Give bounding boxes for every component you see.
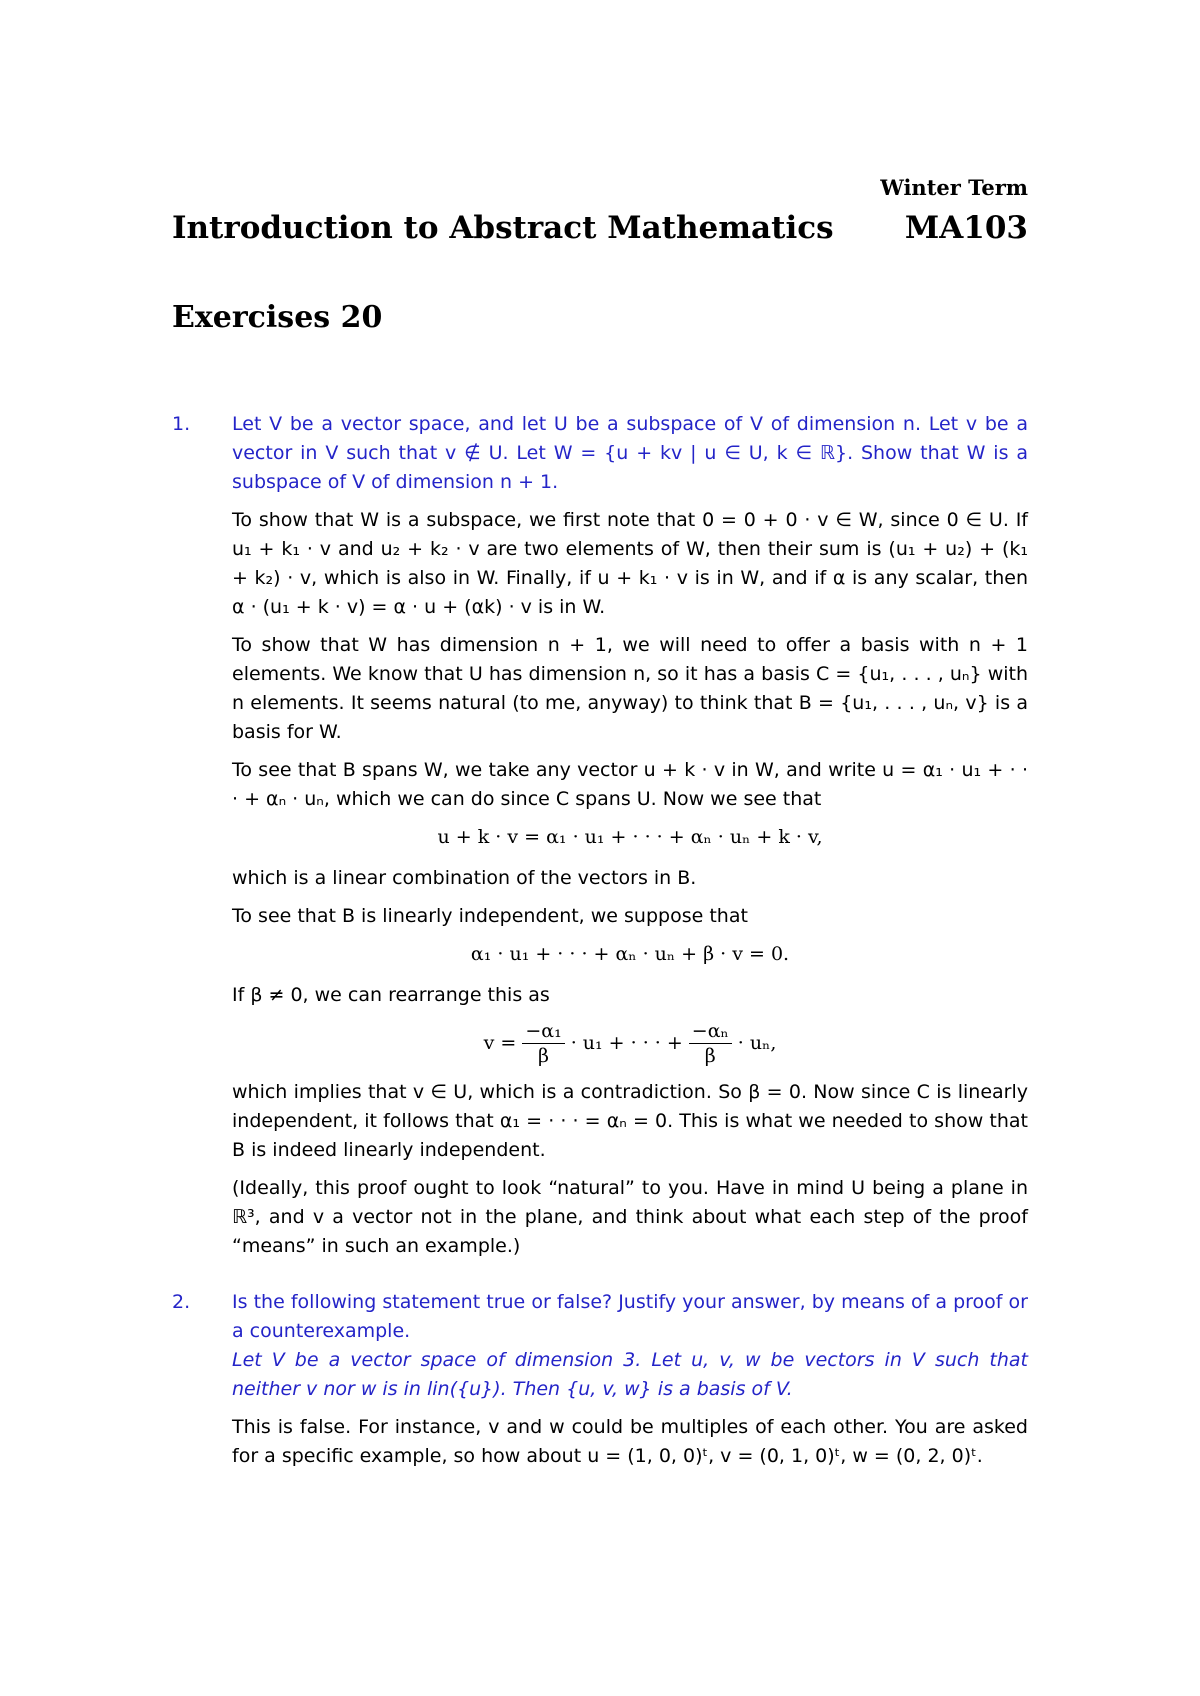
fraction-denominator: β: [704, 1045, 716, 1067]
display-equation: α₁ · u₁ + · · · + αₙ · uₙ + β · v = 0.: [470, 943, 790, 965]
document-body: [172, 410, 1028, 1498]
solution-paragraph: To see that B spans W, we take any vector u + k · v in W, and write u = α₁ · u₁ + · · · + αₙ · uₙ, which we can do since C spans U. Now we see that: [232, 759, 1028, 810]
equation-middle: · u₁ + · · · +: [570, 1032, 683, 1054]
fraction: [522, 1019, 564, 1068]
solution-paragraph: To see that B is linearly independent, we suppose that: [232, 905, 748, 927]
solution-paragraph: This is false. For instance, v and w could be multiples of each other. You are asked for a specific example, so how about u = (1, 0, 0)ᵗ, v = (0, 1, 0)ᵗ, w = (0, 2, 0)ᵗ.: [232, 1416, 1028, 1467]
exercise-set-title: Exercises 20: [172, 300, 383, 335]
solution-paragraph: (Ideally, this proof ought to look “natural” to you. Have in mind U being a plane in ℝ³, and v a vector not in the plane, and think about what each step of the proof “means” in such an example.): [232, 1177, 1028, 1257]
display-equation: u + k · v = α₁ · u₁ + · · · + αₙ · uₙ + k · v,: [437, 826, 823, 848]
term-label: Winter Term: [880, 175, 1028, 200]
equation-lhs: v =: [483, 1032, 517, 1054]
exercise-number: 1.: [172, 413, 191, 435]
exercise-statement: Let V be a vector space of dimension 3. Let u, v, w be vectors in V such that neither v nor w is in lin({u}). Then {u, v, w} is a basis of V.: [232, 1349, 1028, 1400]
fraction-equation: [232, 1019, 1028, 1068]
exercise-2: [172, 1288, 1028, 1480]
exercise-content: [232, 410, 1028, 1270]
equation-end: · uₙ,: [737, 1032, 777, 1054]
fraction-denominator: β: [538, 1045, 549, 1067]
course-title: Introduction to Abstract Mathematics: [172, 210, 834, 246]
fraction-numerator: −αₙ: [689, 1019, 732, 1044]
solution-paragraph: If β ≠ 0, we can rearrange this as: [232, 984, 550, 1006]
fraction: [689, 1019, 732, 1068]
page-title: [172, 210, 1028, 246]
exercise-question: Is the following statement true or false? Justify your answer, by means of a proof or a counterexample.: [232, 1291, 1028, 1342]
solution-paragraph: To show that W is a subspace, we first note that 0 = 0 + 0 · v ∈ W, since 0 ∈ U. If u₁ + k₁ · v and u₂ + k₂ · v are two elements of W, then their sum is (u₁ + u₂) + (k₁ + k₂) · v, which is also in W. Finally, if u + k₁ · v is in W, and if α is any scalar, then α · (u₁ + k · v) = α · u + (αk) · v is in W.: [232, 509, 1028, 618]
solution-paragraph: To show that W has dimension n + 1, we will need to offer a basis with n + 1 elements. We know that U has dimension n, so it has a basis C = {u₁, . . . , uₙ} with n elements. It seems natural (to me, anyway) to think that B = {u₁, . . . , uₙ, v} is a basis for W.: [232, 634, 1028, 743]
fraction-numerator: −α₁: [522, 1019, 564, 1044]
exercise-content: [232, 1288, 1028, 1480]
exercise-question: Let V be a vector space, and let U be a subspace of V of dimension n. Let v be a vector in V such that v ∉ U. Let W = {u + kv | u ∈ U, k ∈ ℝ}. Show that W is a subspace of V of dimension n + 1.: [232, 413, 1028, 493]
solution-paragraph: which is a linear combination of the vectors in B.: [232, 867, 697, 889]
solution-paragraph: which implies that v ∈ U, which is a contradiction. So β = 0. Now since C is linearly independent, it follows that α₁ = · · · = αₙ = 0. This is what we needed to show that B is indeed linearly independent.: [232, 1081, 1028, 1161]
exercise-1: [172, 410, 1028, 1270]
course-code: MA103: [904, 210, 1028, 246]
exercise-number: 2.: [172, 1291, 191, 1313]
